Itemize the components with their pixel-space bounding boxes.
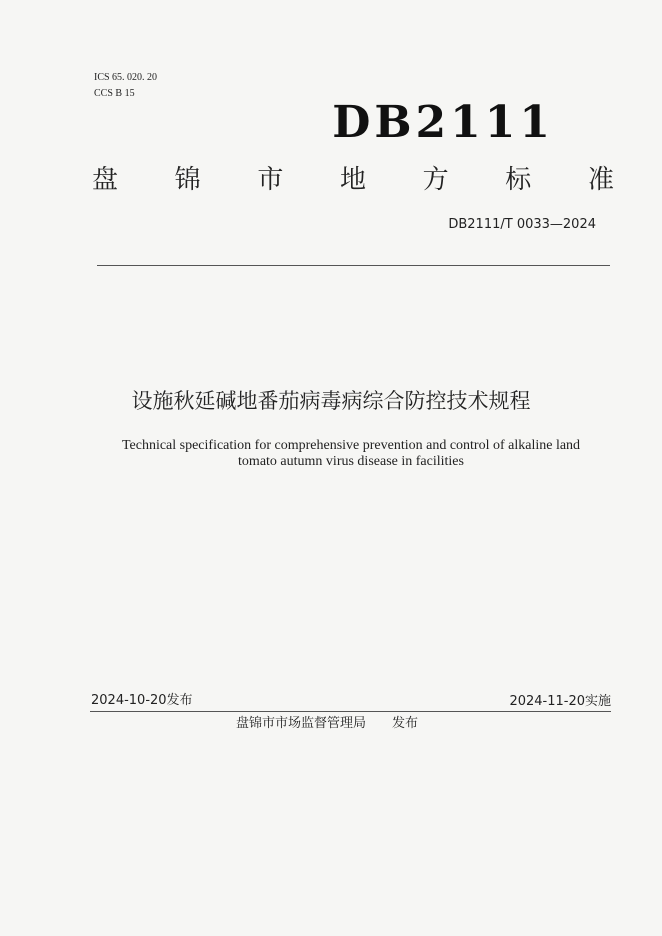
ics-code: ICS 65. 020. 20 <box>94 72 158 83</box>
english-title-line: tomato autumn virus disease in facilities <box>238 454 464 469</box>
issuer-name: 盘锦市市场监督管理局 <box>236 716 367 731</box>
classification-codes <box>94 70 157 102</box>
bottom-divider <box>90 711 611 712</box>
implement-date: 2024-11-20实施 <box>509 694 611 709</box>
issuing-authority <box>236 715 418 733</box>
document-title-chinese: 设施秋延碱地番茄病毒病综合防控技术规程 <box>131 389 531 413</box>
document-title-english <box>80 438 622 470</box>
standard-type-title <box>92 164 614 196</box>
issue-label: 发布 <box>392 716 419 731</box>
standard-type-char: 标 <box>505 165 532 195</box>
standard-type-char: 锦 <box>174 165 201 195</box>
ccs-code: CCS B 15 <box>94 88 135 99</box>
publish-date: 2024-10-20发布 <box>91 693 193 708</box>
standard-type-char: 地 <box>339 165 366 195</box>
db-standard-mark: DB2111 <box>332 97 554 148</box>
standard-number: DB2111/T 0033—2024 <box>448 217 596 232</box>
standard-type-char: 方 <box>422 165 449 195</box>
standard-type-char: 准 <box>587 165 614 195</box>
standard-type-char: 市 <box>257 165 284 195</box>
english-title-line: Technical specification for comprehensive prevention and control of alkaline land <box>121 438 581 453</box>
standard-type-char: 盘 <box>92 165 119 195</box>
top-divider <box>97 265 610 266</box>
